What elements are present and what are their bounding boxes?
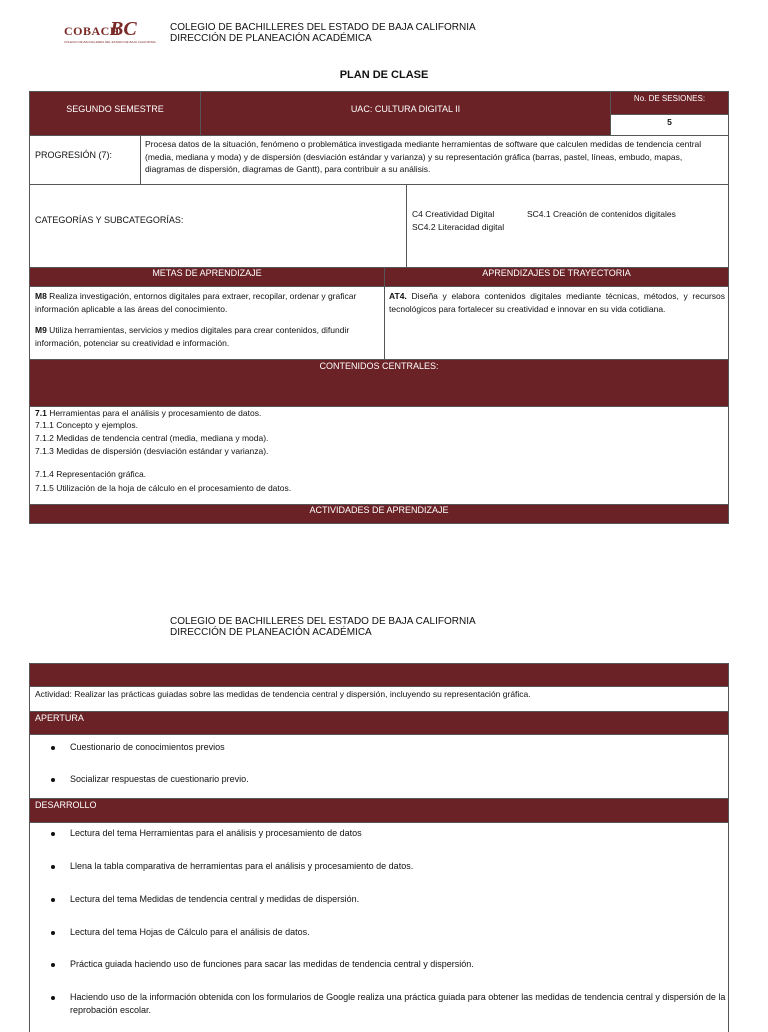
list-item: Llena la tabla comparativa de herramientas para el análisis y procesamiento de datos. <box>30 860 750 873</box>
trajectory-text: Diseña y elabora contenidos digitales mediante técnicas, métodos, y recursos tecnológicos para fortalecer su creatividad e innovar en su vida cotidiana. <box>389 291 725 314</box>
progression-label-cell <box>29 135 141 185</box>
bullet-icon <box>51 778 55 782</box>
goal-m9-code: M9 <box>35 325 47 335</box>
list-item: Haciendo uso de la información obtenida con los formularios de Google realiza una práctica guiada para obtener las medidas de tendencia central y dispersión de la reprobación escolar. <box>30 991 750 1017</box>
list-item: Lectura del tema Herramientas para el análisis y procesamiento de datos <box>30 827 750 840</box>
categories-values-cell <box>406 184 729 268</box>
opening-header <box>29 711 729 735</box>
list-item: Práctica guiada haciendo uso de funciones para sacar las medidas de tendencia central y dispersión. <box>30 958 750 971</box>
progression-text: Procesa datos de la situación, fenómeno o problemática investigada mediante herramientas de software que calculen medidas de tendencia central (media, mediana y moda) y de dispersión (desviación estándar y varianza) y su representación gráfica (barras, pastel, líneas, embudo, mapas, diagramas de dispersión, diagramas de Gantt), para contribuir a su análisis. <box>145 139 702 174</box>
content-7-1-code: 7.1 <box>35 408 47 418</box>
uac-label: UAC: CULTURA DIGITAL II <box>350 104 461 114</box>
list-item: Socializar respuestas de cuestionario previo. <box>30 773 750 786</box>
bullet-icon <box>51 746 55 750</box>
goal-m8-text: Realiza investigación, entornos digitales para extraer, recopilar, ordenar y graficar información aplicable a las áreas del conocimiento. <box>35 291 357 314</box>
activity-cell <box>29 686 729 712</box>
contents-cell <box>29 406 729 505</box>
progression-text-cell <box>140 135 729 185</box>
sessions-label-cell <box>610 91 729 115</box>
goals-header-label: METAS DE APRENDIZAJE <box>152 268 262 278</box>
goals-cell <box>29 286 385 360</box>
progression-label: PROGRESIÓN (7): <box>35 150 113 160</box>
content-7-1-1: 7.1.1 Concepto y ejemplos. <box>35 420 139 430</box>
opening-cell <box>29 734 729 799</box>
category-sc42: SC4.2 Literacidad digital <box>412 222 505 232</box>
semester-cell <box>29 91 201 136</box>
content-7-1-5: 7.1.5 Utilización de la hoja de cálculo en el procesamiento de datos. <box>35 483 292 493</box>
sessions-label: No. DE SESIONES: <box>633 94 706 103</box>
trajectory-header-label: APRENDIZAJES DE TRAYECTORIA <box>482 268 631 278</box>
uac-cell <box>200 91 611 136</box>
goal-m8 <box>35 290 379 315</box>
activity-text: Actividad: Realizar las prácticas guiadas sobre las medidas de tendencia central y dispersión, incluyendo su representación gráfica. <box>35 689 531 699</box>
department-name: DIRECCIÓN DE PLANEACIÓN ACADÉMICA <box>170 33 372 44</box>
institution-name-page2: COLEGIO DE BACHILLERES DEL ESTADO DE BAJA CALIFORNIA <box>170 616 476 627</box>
activity-header-bar <box>29 663 729 687</box>
activities-header-label: ACTIVIDADES DE APRENDIZAJE <box>309 505 449 515</box>
categories-label: CATEGORÍAS Y SUBCATEGORÍAS: <box>35 215 184 225</box>
bullet-icon <box>51 865 55 869</box>
contents-header <box>29 359 729 407</box>
development-cell <box>29 822 729 1032</box>
category-sc41: SC4.1 Creación de contenidos digitales <box>527 209 676 219</box>
content-7-1-text: Herramientas para el análisis y procesamiento de datos. <box>46 408 262 418</box>
bullet-icon <box>51 898 55 902</box>
cobach-logo <box>62 18 156 46</box>
sessions-value-cell <box>610 114 729 136</box>
list-item: Lectura del tema Hojas de Cálculo para el análisis de datos. <box>30 926 750 939</box>
categories-label-cell <box>29 184 407 268</box>
department-name-page2: DIRECCIÓN DE PLANEACIÓN ACADÉMICA <box>170 627 372 638</box>
trajectory-code: AT4. <box>389 291 407 301</box>
bullet-icon <box>51 832 55 836</box>
category-c4: C4 Creatividad Digital <box>412 209 495 219</box>
goal-m9-text: Utiliza herramientas, servicios y medios digitales para crear contenidos, difundir información, potenciar su creatividad e información. <box>35 325 350 348</box>
trajectory-header <box>384 267 729 287</box>
trajectory-at4 <box>389 290 725 315</box>
bullet-icon <box>51 963 55 967</box>
content-7-1 <box>35 407 261 420</box>
contents-header-label: CONTENIDOS CENTRALES: <box>319 361 439 371</box>
logo-text: COBACH <box>64 24 120 38</box>
content-7-1-3: 7.1.3 Medidas de dispersión (desviación estándar y varianza). <box>35 446 269 456</box>
opening-label: APERTURA <box>35 713 84 723</box>
trajectory-cell <box>384 286 729 360</box>
logo-script: BC <box>110 18 137 40</box>
page-title: PLAN DE CLASE <box>339 69 429 81</box>
logo-tagline: COLEGIO DE BACHILLERES DEL ESTADO DE BAJA CALIFORNIA <box>64 40 156 44</box>
development-header <box>29 798 729 823</box>
goals-header <box>29 267 385 287</box>
development-label: DESARROLLO <box>35 800 97 810</box>
goal-m8-code: M8 <box>35 291 47 301</box>
institution-name: COLEGIO DE BACHILLERES DEL ESTADO DE BAJA CALIFORNIA <box>170 22 476 33</box>
activities-header <box>29 504 729 524</box>
goal-m9 <box>35 324 379 349</box>
content-7-1-2: 7.1.2 Medidas de tendencia central (media, mediana y moda). <box>35 433 269 443</box>
list-item: Lectura del tema Medidas de tendencia central y medidas de dispersión. <box>30 893 750 906</box>
bullet-icon <box>51 996 55 1000</box>
content-7-1-4: 7.1.4 Representación gráfica. <box>35 469 147 479</box>
list-item: Cuestionario de conocimientos previos <box>30 741 750 754</box>
bullet-icon <box>51 931 55 935</box>
semester-label: SEGUNDO SEMESTRE <box>66 104 164 114</box>
sessions-value: 5 <box>667 117 672 127</box>
